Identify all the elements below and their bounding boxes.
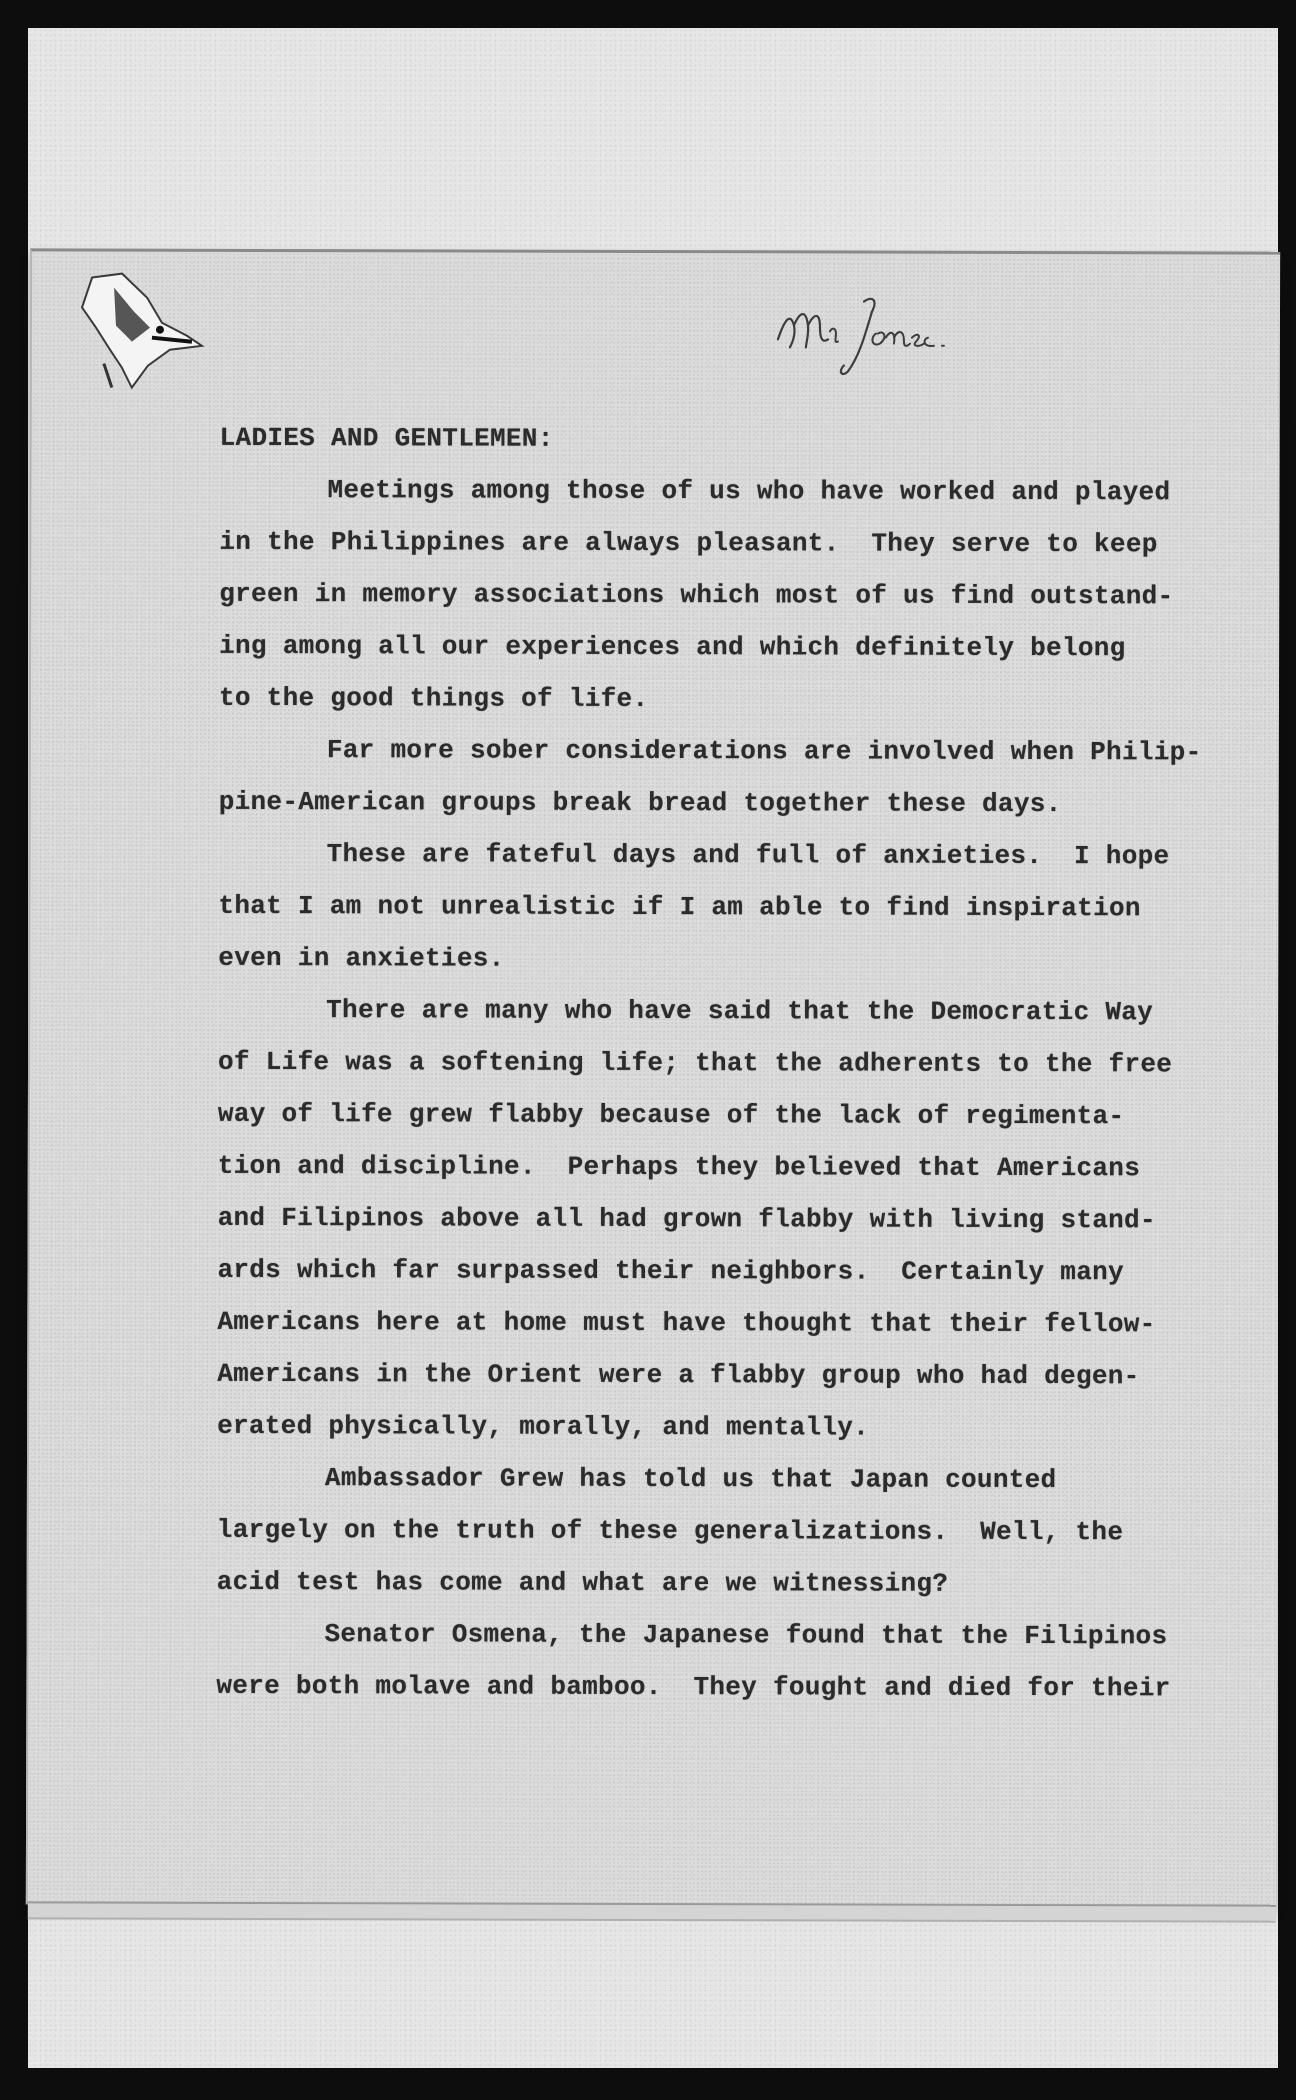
text-line: green in memory associations which most of us find outstand- [219, 578, 1174, 612]
text-line: erated physically, morally, and mentally. [217, 1410, 870, 1443]
paragraph [218, 828, 1228, 987]
text-line: Americans here at home must have thought that their fellow- [217, 1306, 1156, 1340]
text-line: There are many who have said that the Democratic Way [326, 995, 1154, 1028]
text-line: acid test has come and what are we witnessing? [216, 1566, 949, 1599]
handwritten-signature [772, 281, 962, 381]
text-line: ards which far surpassed their neighbors. Certainly many [217, 1254, 1124, 1288]
text-line: Ambassador Grew has told us that Japan counted [324, 1463, 1057, 1496]
paragraph [217, 984, 1228, 1455]
paragraph [217, 1452, 1227, 1611]
text-line: were both molave and bamboo. They fought and died for their [216, 1670, 1171, 1704]
letter-page [26, 248, 1280, 1907]
text-line: pine-American groups break bread together these days. [218, 786, 1062, 820]
salutation: LADIES AND GENTLEMEN: [219, 422, 554, 454]
paragraph [216, 1608, 1226, 1715]
text-line: to the good things of life. [218, 682, 649, 714]
text-line: Meetings among those of us who have worked and played [327, 475, 1171, 508]
text-line: ing among all our experiences and which definitely belong [219, 630, 1126, 664]
text-line: Senator Osmena, the Japanese found that the Filipinos [324, 1619, 1168, 1652]
text-line: and Filipinos above all had grown flabby with living stand- [217, 1202, 1156, 1236]
text-line: tion and discipline. Perhaps they believed that Americans [217, 1150, 1141, 1184]
text-line: that I am not unrealistic if I am able to find inspiration [218, 890, 1141, 924]
text-line: largely on the truth of these generalizations. Well, the [216, 1514, 1124, 1548]
text-line: These are fateful days and full of anxieties. I hope [326, 839, 1170, 872]
underlying-sheet-edge [28, 1903, 1276, 1922]
text-line: of Life was a softening life; that the adherents to the free [218, 1046, 1173, 1080]
text-line: even in anxieties. [218, 942, 505, 974]
text-line: Americans in the Orient were a flabby group who had degen- [217, 1358, 1140, 1392]
torn-corner-staple-mark [52, 267, 222, 407]
text-line: Far more sober considerations are involved when Philip- [326, 735, 1202, 768]
typed-letter-body [216, 412, 1229, 1715]
paragraph [219, 464, 1230, 727]
paragraph [219, 724, 1229, 831]
text-line: way of life grew flabby because of the lack of regimenta- [217, 1098, 1125, 1132]
text-line: in the Philippines are always pleasant. They serve to keep [219, 526, 1158, 560]
